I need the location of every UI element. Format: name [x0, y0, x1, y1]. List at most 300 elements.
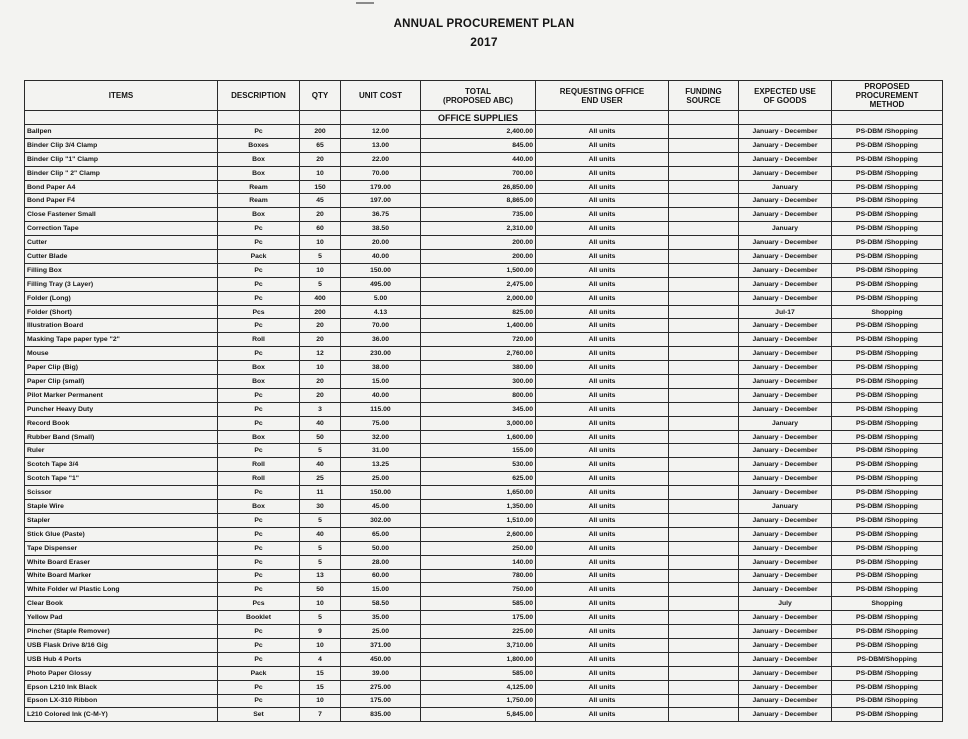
unit-cost-cell: 38.50: [341, 222, 421, 236]
item-name-cell: Masking Tape paper type "2": [25, 333, 218, 347]
qty-cell: 40: [300, 416, 341, 430]
expected-use-cell: January - December: [739, 694, 832, 708]
unit-cost-cell: 15.00: [341, 375, 421, 389]
qty-cell: 60: [300, 222, 341, 236]
procurement-method-cell: PS-DBM /Shopping: [832, 388, 943, 402]
description-cell: Pc: [218, 569, 300, 583]
expected-use-cell: January: [739, 416, 832, 430]
expected-use-cell: January - December: [739, 444, 832, 458]
requesting-office-cell: All units: [536, 166, 669, 180]
procurement-method-cell: PS-DBM /Shopping: [832, 486, 943, 500]
total-cell: 3,710.00: [421, 638, 536, 652]
unit-cost-cell: 60.00: [341, 569, 421, 583]
total-cell: 440.00: [421, 152, 536, 166]
item-name-cell: Paper Clip (Big): [25, 361, 218, 375]
procurement-method-cell: PS-DBM /Shopping: [832, 611, 943, 625]
requesting-office-cell: All units: [536, 152, 669, 166]
description-cell: Pc: [218, 416, 300, 430]
item-name-cell: Ballpen: [25, 125, 218, 139]
funding-source-cell: [669, 125, 739, 139]
unit-cost-cell: 835.00: [341, 708, 421, 722]
total-cell: 530.00: [421, 458, 536, 472]
section-spacer: [739, 111, 832, 125]
item-name-cell: Puncher Heavy Duty: [25, 402, 218, 416]
qty-cell: 65: [300, 138, 341, 152]
item-name-cell: Tape Dispenser: [25, 541, 218, 555]
procurement-method-cell: PS-DBM /Shopping: [832, 625, 943, 639]
procurement-method-cell: PS-DBM /Shopping: [832, 666, 943, 680]
unit-cost-cell: 5.00: [341, 291, 421, 305]
qty-cell: 20: [300, 319, 341, 333]
section-row: [25, 111, 943, 125]
expected-use-cell: January - December: [739, 208, 832, 222]
requesting-office-cell: All units: [536, 583, 669, 597]
qty-cell: 15: [300, 680, 341, 694]
header-expected-use: [739, 81, 832, 111]
header-method-line3: METHOD: [869, 100, 905, 109]
table-row: [25, 597, 943, 611]
funding-source-cell: [669, 708, 739, 722]
expected-use-cell: January - December: [739, 666, 832, 680]
unit-cost-cell: 25.00: [341, 625, 421, 639]
procurement-method-cell: PS-DBM /Shopping: [832, 583, 943, 597]
procurement-method-cell: PS-DBM /Shopping: [832, 416, 943, 430]
description-cell: Boxes: [218, 138, 300, 152]
expected-use-cell: January - December: [739, 680, 832, 694]
total-cell: 345.00: [421, 402, 536, 416]
table-row: [25, 166, 943, 180]
unit-cost-cell: 45.00: [341, 500, 421, 514]
table-row: [25, 625, 943, 639]
description-cell: Pcs: [218, 597, 300, 611]
funding-source-cell: [669, 513, 739, 527]
description-cell: Pc: [218, 319, 300, 333]
requesting-office-cell: All units: [536, 597, 669, 611]
expected-use-cell: January - December: [739, 486, 832, 500]
requesting-office-cell: All units: [536, 388, 669, 402]
item-name-cell: Photo Paper Glossy: [25, 666, 218, 680]
header-description: DESCRIPTION: [218, 81, 300, 111]
expected-use-cell: Jul-17: [739, 305, 832, 319]
item-name-cell: Stapler: [25, 513, 218, 527]
expected-use-cell: January - December: [739, 708, 832, 722]
procurement-method-cell: PS-DBM /Shopping: [832, 638, 943, 652]
funding-source-cell: [669, 611, 739, 625]
requesting-office-cell: All units: [536, 375, 669, 389]
table-row: [25, 569, 943, 583]
table-row: [25, 152, 943, 166]
expected-use-cell: January - December: [739, 611, 832, 625]
description-cell: Pc: [218, 222, 300, 236]
qty-cell: 25: [300, 472, 341, 486]
description-cell: Pc: [218, 291, 300, 305]
funding-source-cell: [669, 500, 739, 514]
requesting-office-cell: All units: [536, 569, 669, 583]
table-row: [25, 333, 943, 347]
unit-cost-cell: 150.00: [341, 263, 421, 277]
requesting-office-cell: All units: [536, 208, 669, 222]
item-name-cell: White Board Eraser: [25, 555, 218, 569]
total-cell: 8,865.00: [421, 194, 536, 208]
total-cell: 1,350.00: [421, 500, 536, 514]
total-cell: 2,600.00: [421, 527, 536, 541]
unit-cost-cell: 65.00: [341, 527, 421, 541]
unit-cost-cell: 36.00: [341, 333, 421, 347]
unit-cost-cell: 150.00: [341, 486, 421, 500]
total-cell: 140.00: [421, 555, 536, 569]
table-row: [25, 305, 943, 319]
unit-cost-cell: 70.00: [341, 319, 421, 333]
table-row: [25, 222, 943, 236]
funding-source-cell: [669, 375, 739, 389]
requesting-office-cell: All units: [536, 430, 669, 444]
description-cell: Pc: [218, 583, 300, 597]
item-name-cell: Staple Wire: [25, 500, 218, 514]
requesting-office-cell: All units: [536, 680, 669, 694]
expected-use-cell: January - December: [739, 291, 832, 305]
table-row: [25, 347, 943, 361]
funding-source-cell: [669, 527, 739, 541]
procurement-method-cell: PS-DBM /Shopping: [832, 680, 943, 694]
requesting-office-cell: All units: [536, 138, 669, 152]
qty-cell: 40: [300, 458, 341, 472]
item-name-cell: USB Flask Drive 8/16 Gig: [25, 638, 218, 652]
total-cell: 735.00: [421, 208, 536, 222]
unit-cost-cell: 28.00: [341, 555, 421, 569]
expected-use-cell: January: [739, 222, 832, 236]
description-cell: Pc: [218, 652, 300, 666]
description-cell: Pc: [218, 680, 300, 694]
total-cell: 200.00: [421, 250, 536, 264]
total-cell: 2,400.00: [421, 125, 536, 139]
funding-source-cell: [669, 583, 739, 597]
funding-source-cell: [669, 138, 739, 152]
header-items: ITEMS: [25, 81, 218, 111]
table-row: [25, 138, 943, 152]
header-requesting-line1: REQUESTING OFFICE: [559, 86, 645, 96]
item-name-cell: White Board Marker: [25, 569, 218, 583]
funding-source-cell: [669, 625, 739, 639]
table-row: [25, 402, 943, 416]
procurement-method-cell: PS-DBM /Shopping: [832, 333, 943, 347]
table-header-row: [25, 81, 943, 111]
requesting-office-cell: All units: [536, 333, 669, 347]
procurement-method-cell: PS-DBM /Shopping: [832, 208, 943, 222]
requesting-office-cell: All units: [536, 250, 669, 264]
procurement-method-cell: PS-DBM /Shopping: [832, 500, 943, 514]
header-total-line1: TOTAL: [465, 86, 491, 96]
qty-cell: 11: [300, 486, 341, 500]
procurement-method-cell: PS-DBM /Shopping: [832, 444, 943, 458]
table-row: [25, 680, 943, 694]
item-name-cell: Folder (Long): [25, 291, 218, 305]
description-cell: Pc: [218, 513, 300, 527]
item-name-cell: Binder Clip "1" Clamp: [25, 152, 218, 166]
total-cell: 225.00: [421, 625, 536, 639]
section-title: OFFICE SUPPLIES: [421, 111, 536, 125]
funding-source-cell: [669, 638, 739, 652]
item-name-cell: Clear Book: [25, 597, 218, 611]
qty-cell: 5: [300, 541, 341, 555]
funding-source-cell: [669, 569, 739, 583]
table-row: [25, 416, 943, 430]
total-cell: 380.00: [421, 361, 536, 375]
funding-source-cell: [669, 388, 739, 402]
total-cell: 800.00: [421, 388, 536, 402]
requesting-office-cell: All units: [536, 347, 669, 361]
header-qty: QTY: [300, 81, 341, 111]
requesting-office-cell: All units: [536, 125, 669, 139]
expected-use-cell: January - December: [739, 513, 832, 527]
unit-cost-cell: 13.00: [341, 138, 421, 152]
qty-cell: 45: [300, 194, 341, 208]
procurement-method-cell: PS-DBM /Shopping: [832, 277, 943, 291]
item-name-cell: Binder Clip " 2" Clamp: [25, 166, 218, 180]
header-method-line1: PROPOSED: [864, 82, 910, 91]
description-cell: Pc: [218, 125, 300, 139]
item-name-cell: Paper Clip (small): [25, 375, 218, 389]
funding-source-cell: [669, 222, 739, 236]
section-spacer: [218, 111, 300, 125]
description-cell: Box: [218, 500, 300, 514]
unit-cost-cell: 25.00: [341, 472, 421, 486]
unit-cost-cell: 50.00: [341, 541, 421, 555]
item-name-cell: Bond Paper A4: [25, 180, 218, 194]
funding-source-cell: [669, 291, 739, 305]
expected-use-cell: January - December: [739, 555, 832, 569]
funding-source-cell: [669, 263, 739, 277]
expected-use-cell: January - December: [739, 250, 832, 264]
funding-source-cell: [669, 666, 739, 680]
description-cell: Pack: [218, 250, 300, 264]
funding-source-cell: [669, 194, 739, 208]
table-row: [25, 263, 943, 277]
funding-source-cell: [669, 444, 739, 458]
staple-mark: [356, 2, 374, 4]
description-cell: Pc: [218, 625, 300, 639]
qty-cell: 10: [300, 236, 341, 250]
description-cell: Box: [218, 208, 300, 222]
requesting-office-cell: All units: [536, 694, 669, 708]
procurement-method-cell: PS-DBM /Shopping: [832, 694, 943, 708]
requesting-office-cell: All units: [536, 361, 669, 375]
item-name-cell: Yellow Pad: [25, 611, 218, 625]
expected-use-cell: January - December: [739, 236, 832, 250]
procurement-method-cell: PS-DBM /Shopping: [832, 361, 943, 375]
item-name-cell: USB Hub 4 Ports: [25, 652, 218, 666]
funding-source-cell: [669, 208, 739, 222]
procurement-method-cell: PS-DBM /Shopping: [832, 541, 943, 555]
item-name-cell: Scissor: [25, 486, 218, 500]
procurement-method-cell: Shopping: [832, 597, 943, 611]
total-cell: 250.00: [421, 541, 536, 555]
document-title: ANNUAL PROCUREMENT PLAN: [393, 18, 575, 30]
unit-cost-cell: 39.00: [341, 666, 421, 680]
table-row: [25, 694, 943, 708]
table-row: [25, 583, 943, 597]
qty-cell: 20: [300, 388, 341, 402]
header-funding-line1: FUNDING: [685, 86, 722, 96]
qty-cell: 20: [300, 152, 341, 166]
total-cell: 2,475.00: [421, 277, 536, 291]
total-cell: 845.00: [421, 138, 536, 152]
funding-source-cell: [669, 458, 739, 472]
total-cell: 625.00: [421, 472, 536, 486]
item-name-cell: Pilot Marker Permanent: [25, 388, 218, 402]
expected-use-cell: January - December: [739, 388, 832, 402]
funding-source-cell: [669, 152, 739, 166]
unit-cost-cell: 22.00: [341, 152, 421, 166]
funding-source-cell: [669, 236, 739, 250]
requesting-office-cell: All units: [536, 500, 669, 514]
requesting-office-cell: All units: [536, 180, 669, 194]
description-cell: Set: [218, 708, 300, 722]
procurement-method-cell: PS-DBM /Shopping: [832, 138, 943, 152]
section-spacer: [25, 111, 218, 125]
description-cell: Pc: [218, 402, 300, 416]
requesting-office-cell: All units: [536, 708, 669, 722]
qty-cell: 400: [300, 291, 341, 305]
expected-use-cell: January - December: [739, 361, 832, 375]
requesting-office-cell: All units: [536, 458, 669, 472]
funding-source-cell: [669, 347, 739, 361]
description-cell: Pc: [218, 347, 300, 361]
table-row: [25, 486, 943, 500]
table-row: [25, 666, 943, 680]
table-row: [25, 180, 943, 194]
table-row: [25, 388, 943, 402]
qty-cell: 10: [300, 263, 341, 277]
total-cell: 4,125.00: [421, 680, 536, 694]
total-cell: 1,500.00: [421, 263, 536, 277]
unit-cost-cell: 31.00: [341, 444, 421, 458]
total-cell: 300.00: [421, 375, 536, 389]
description-cell: Pc: [218, 236, 300, 250]
item-name-cell: Epson L210 Ink Black: [25, 680, 218, 694]
qty-cell: 10: [300, 694, 341, 708]
procurement-method-cell: PS-DBM /Shopping: [832, 125, 943, 139]
unit-cost-cell: 450.00: [341, 652, 421, 666]
funding-source-cell: [669, 166, 739, 180]
description-cell: Box: [218, 430, 300, 444]
qty-cell: 15: [300, 666, 341, 680]
unit-cost-cell: 40.00: [341, 388, 421, 402]
qty-cell: 12: [300, 347, 341, 361]
requesting-office-cell: All units: [536, 444, 669, 458]
procurement-method-cell: PS-DBM /Shopping: [832, 236, 943, 250]
requesting-office-cell: All units: [536, 291, 669, 305]
table-row: [25, 513, 943, 527]
description-cell: Pcs: [218, 305, 300, 319]
table-row: [25, 291, 943, 305]
description-cell: Ream: [218, 180, 300, 194]
funding-source-cell: [669, 430, 739, 444]
item-name-cell: Binder Clip 3/4 Clamp: [25, 138, 218, 152]
total-cell: 26,850.00: [421, 180, 536, 194]
qty-cell: 5: [300, 250, 341, 264]
description-cell: Pc: [218, 263, 300, 277]
funding-source-cell: [669, 250, 739, 264]
requesting-office-cell: All units: [536, 527, 669, 541]
expected-use-cell: July: [739, 597, 832, 611]
description-cell: Pc: [218, 486, 300, 500]
funding-source-cell: [669, 597, 739, 611]
unit-cost-cell: 40.00: [341, 250, 421, 264]
requesting-office-cell: All units: [536, 236, 669, 250]
total-cell: 175.00: [421, 611, 536, 625]
requesting-office-cell: All units: [536, 666, 669, 680]
procurement-method-cell: PS-DBM /Shopping: [832, 250, 943, 264]
total-cell: 1,600.00: [421, 430, 536, 444]
qty-cell: 30: [300, 500, 341, 514]
expected-use-cell: January - December: [739, 402, 832, 416]
item-name-cell: Filling Tray (3 Layer): [25, 277, 218, 291]
procurement-method-cell: PS-DBM /Shopping: [832, 402, 943, 416]
table-row: [25, 527, 943, 541]
expected-use-cell: January - December: [739, 263, 832, 277]
description-cell: Roll: [218, 472, 300, 486]
unit-cost-cell: 75.00: [341, 416, 421, 430]
item-name-cell: Record Book: [25, 416, 218, 430]
qty-cell: 50: [300, 430, 341, 444]
procurement-method-cell: PS-DBM /Shopping: [832, 194, 943, 208]
requesting-office-cell: All units: [536, 486, 669, 500]
procurement-method-cell: PS-DBM /Shopping: [832, 180, 943, 194]
total-cell: 585.00: [421, 597, 536, 611]
unit-cost-cell: 302.00: [341, 513, 421, 527]
description-cell: Pc: [218, 277, 300, 291]
procurement-method-cell: PS-DBM /Shopping: [832, 166, 943, 180]
unit-cost-cell: 197.00: [341, 194, 421, 208]
header-funding-source: [669, 81, 739, 111]
requesting-office-cell: All units: [536, 541, 669, 555]
item-name-cell: Cutter Blade: [25, 250, 218, 264]
table-row: [25, 250, 943, 264]
qty-cell: 20: [300, 333, 341, 347]
expected-use-cell: January - December: [739, 375, 832, 389]
procurement-method-cell: PS-DBM /Shopping: [832, 708, 943, 722]
requesting-office-cell: All units: [536, 416, 669, 430]
qty-cell: 5: [300, 277, 341, 291]
item-name-cell: Illustration Board: [25, 319, 218, 333]
requesting-office-cell: All units: [536, 513, 669, 527]
qty-cell: 200: [300, 125, 341, 139]
table-row: [25, 638, 943, 652]
header-procurement-method: [832, 81, 943, 111]
qty-cell: 5: [300, 513, 341, 527]
expected-use-cell: January - December: [739, 472, 832, 486]
expected-use-cell: January - December: [739, 541, 832, 555]
description-cell: Pc: [218, 555, 300, 569]
header-total-line2: (PROPOSED ABC): [443, 95, 513, 105]
qty-cell: 10: [300, 166, 341, 180]
procurement-method-cell: PS-DBM /Shopping: [832, 222, 943, 236]
unit-cost-cell: 230.00: [341, 347, 421, 361]
item-name-cell: Cutter: [25, 236, 218, 250]
qty-cell: 9: [300, 625, 341, 639]
description-cell: Box: [218, 375, 300, 389]
expected-use-cell: January - December: [739, 625, 832, 639]
total-cell: 720.00: [421, 333, 536, 347]
total-cell: 825.00: [421, 305, 536, 319]
expected-use-cell: January - December: [739, 583, 832, 597]
item-name-cell: Stick Glue (Paste): [25, 527, 218, 541]
funding-source-cell: [669, 652, 739, 666]
qty-cell: 10: [300, 638, 341, 652]
unit-cost-cell: 175.00: [341, 694, 421, 708]
expected-use-cell: January - December: [739, 527, 832, 541]
table-row: [25, 208, 943, 222]
